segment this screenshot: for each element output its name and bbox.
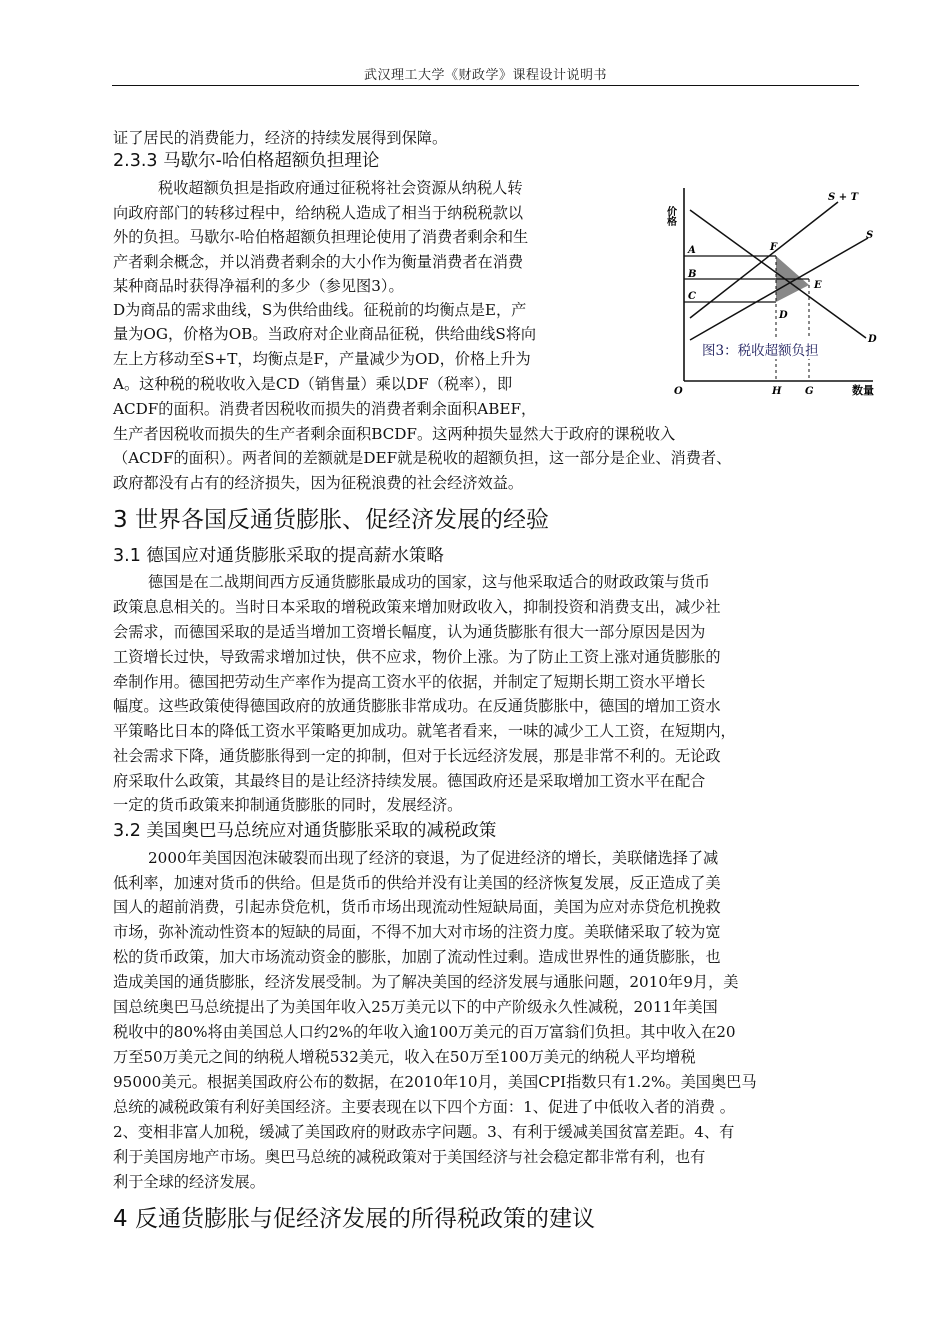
page-header: 武汉理工大学《财政学》课程设计说明书: [363, 68, 607, 83]
supply-curve: [690, 238, 868, 340]
body-text-line: 工资增长过快，导致需求增加过快，供不应求，物价上涨。为了防止工资上涨对通货膨胀的: [113, 648, 721, 666]
label-d-point: D: [779, 310, 788, 321]
body-text-line: 向政府部门的转移过程中，给纳税人造成了相当于纳税税款以: [113, 204, 524, 222]
body-text-line: 某种商品时获得净福利的多少（参见图3）。: [113, 277, 404, 295]
heading-section-3: 3 世界各国反通货膨胀、促经济发展的经验: [113, 507, 549, 533]
body-text-line: 税收中的80%将由美国总人口约2%的年收入逾100万美元的百万富翁们负担。其中收入在20: [113, 1023, 736, 1041]
y-axis-label: 价格: [664, 206, 676, 226]
body-text-line: 市场，弥补流动性资本的短缺的局面，不得不加大对市场的注资力度。美联储采取了较为宽: [113, 923, 721, 941]
body-text-line: 政府都没有占有的经济损失，因为征税浪费的社会经济效益。: [113, 474, 524, 492]
body-text-line: 松的货币政策，加大市场流动资金的膨胀，加剧了流动性过剩。造成世界性的通货膨胀，也: [113, 948, 721, 966]
body-text-line: 2000年美国因泡沫破裂而出现了经济的衰退，为了促进经济的增长，美联储选择了减: [148, 849, 719, 867]
body-text-line: 2、变相非富人加税，缓减了美国政府的财政赤字问题。3、有利于缓减美国贫富差距。4、有: [113, 1123, 735, 1141]
body-text-line: A。这种税的税收收入是CD（销售量）乘以DF（税率），即: [113, 375, 513, 393]
heading-3-1: 3.1 德国应对通货膨胀采取的提高薪水策略: [113, 546, 444, 566]
body-text-line: ACDF的面积。消费者因税收而损失的消费者剩余面积ABEF，: [113, 400, 537, 418]
heading-2-3-3: 2.3.3 马歇尔-哈伯格超额负担理论: [113, 151, 380, 171]
label-f: F: [770, 242, 778, 253]
label-g: G: [805, 386, 814, 397]
figure-caption: 图3：税收超额负担: [700, 339, 821, 359]
body-text-line: 外的负担。马歇尔-哈伯格超额负担理论使用了消费者剩余和生: [113, 228, 529, 246]
body-text-line: 95000美元。根据美国政府公布的数据，在2010年10月，美国CPI指数只有1.2%。美国奥巴马: [113, 1073, 757, 1091]
body-text-line: 平策略比日本的降低工资水平策略更加成功。就笔者看来，一味的减少工人工资，在短期内，: [113, 722, 736, 740]
body-text-line: 幅度。这些政策使得德国政府的放通货膨胀非常成功。在反通货膨胀中，德国的增加工资水: [113, 697, 721, 715]
body-text-line: 总统的减税政策有利好美国经济。主要表现在以下四个方面：1、促进了中低收入者的消费 。: [113, 1098, 735, 1116]
body-text-line: 德国是在二战期间西方反通货膨胀最成功的国家，这与他采取适合的财政政策与货币: [148, 573, 710, 591]
body-text-line: 利于美国房地产市场。奥巴马总统的减税政策对于美国经济与社会稳定都非常有利，也有: [113, 1148, 706, 1166]
demand-curve: [690, 210, 866, 338]
body-text-line: 左上方移动至S+T，均衡点是F，产量减少为OD，价格上升为: [113, 350, 531, 368]
label-b: B: [688, 269, 697, 280]
body-text-line: 生产者因税收而损失的生产者剩余面积BCDF。这两种损失显然大于政府的课税收入: [113, 425, 676, 443]
label-a: A: [688, 245, 696, 256]
body-text-line: 政策息息相关的。当时日本采取的增税政策来增加财政收入，抑制投资和消费支出，减少社: [113, 598, 721, 616]
body-text-line: 牵制作用。德国把劳动生产率作为提高工资水平的依据，并制定了短期长期工资水平增长: [113, 673, 706, 691]
body-text-line: 国总统奥巴马总统提出了为美国年收入25万美元以下的中产阶级永久性减税，2011年美国: [113, 998, 718, 1016]
body-text-line: 证了居民的消费能力，经济的持续发展得到保障。: [113, 129, 448, 147]
origin-label: O: [674, 386, 683, 397]
label-s: S: [866, 230, 874, 241]
body-text-line: 国人的超前消费，引起赤贷危机，货币市场出现流动性短缺局面，美国为应对赤贷危机挽救: [113, 898, 721, 916]
heading-section-4: 4 反通货膨胀与促经济发展的所得税政策的建议: [113, 1206, 595, 1232]
body-text-line: 利于全球的经济发展。: [113, 1173, 265, 1191]
label-s-plus-t: S + T: [828, 192, 859, 203]
body-text-line: 造成美国的通货膨胀，经济发展受制。为了解决美国的经济发展与通胀问题，2010年9月，美: [113, 973, 739, 991]
x-axis-label: 数量: [852, 384, 874, 397]
body-text-line: 会需求，而德国采取的是适当增加工资增长幅度，认为通货膨胀有很大一部分原因是因为: [113, 623, 706, 641]
body-text-line: 一定的货币政策来抑制通货膨胀的同时，发展经济。: [113, 796, 463, 814]
body-text-line: 府采取什么政策，其最终目的是让经济持续发展。德国政府还是采取增加工资水平在配合: [113, 772, 706, 790]
body-text-line: （ACDF的面积）。两者间的差额就是DEF就是税收的超额负担，这一部分是企业、消费者、: [113, 449, 732, 467]
body-text-line: 税收超额负担是指政府通过征税将社会资源从纳税人转: [158, 179, 523, 197]
body-text-line: D为商品的需求曲线，S为供给曲线。征税前的均衡点是E，产: [113, 301, 527, 319]
label-h: H: [772, 386, 782, 397]
body-text-line: 量为OG，价格为OB。当政府对企业商品征税，供给曲线S将向: [113, 325, 537, 343]
label-c: C: [688, 291, 696, 302]
heading-3-2: 3.2 美国奥巴马总统应对通货膨胀采取的减税政策: [113, 821, 497, 841]
body-text-line: 产者剩余概念，并以消费者剩余的大小作为衡量消费者在消费: [113, 253, 524, 271]
supply-demand-diagram: [664, 178, 883, 404]
header-rule: [112, 85, 859, 86]
label-e: E: [814, 280, 822, 291]
figure-3-tax-excess-burden: [664, 178, 883, 404]
body-text-line: 低利率，加速对货币的供给。但是货币的供给并没有让美国的经济恢复发展，反正造成了美: [113, 874, 721, 892]
body-text-line: 万至50万美元之间的纳税人增税532美元，收入在50万至100万美元的纳税人平均增税: [113, 1048, 696, 1066]
label-d: D: [868, 334, 877, 345]
body-text-line: 社会需求下降，通货膨胀得到一定的抑制，但对于长远经济发展，那是非常不利的。无论政: [113, 747, 721, 765]
